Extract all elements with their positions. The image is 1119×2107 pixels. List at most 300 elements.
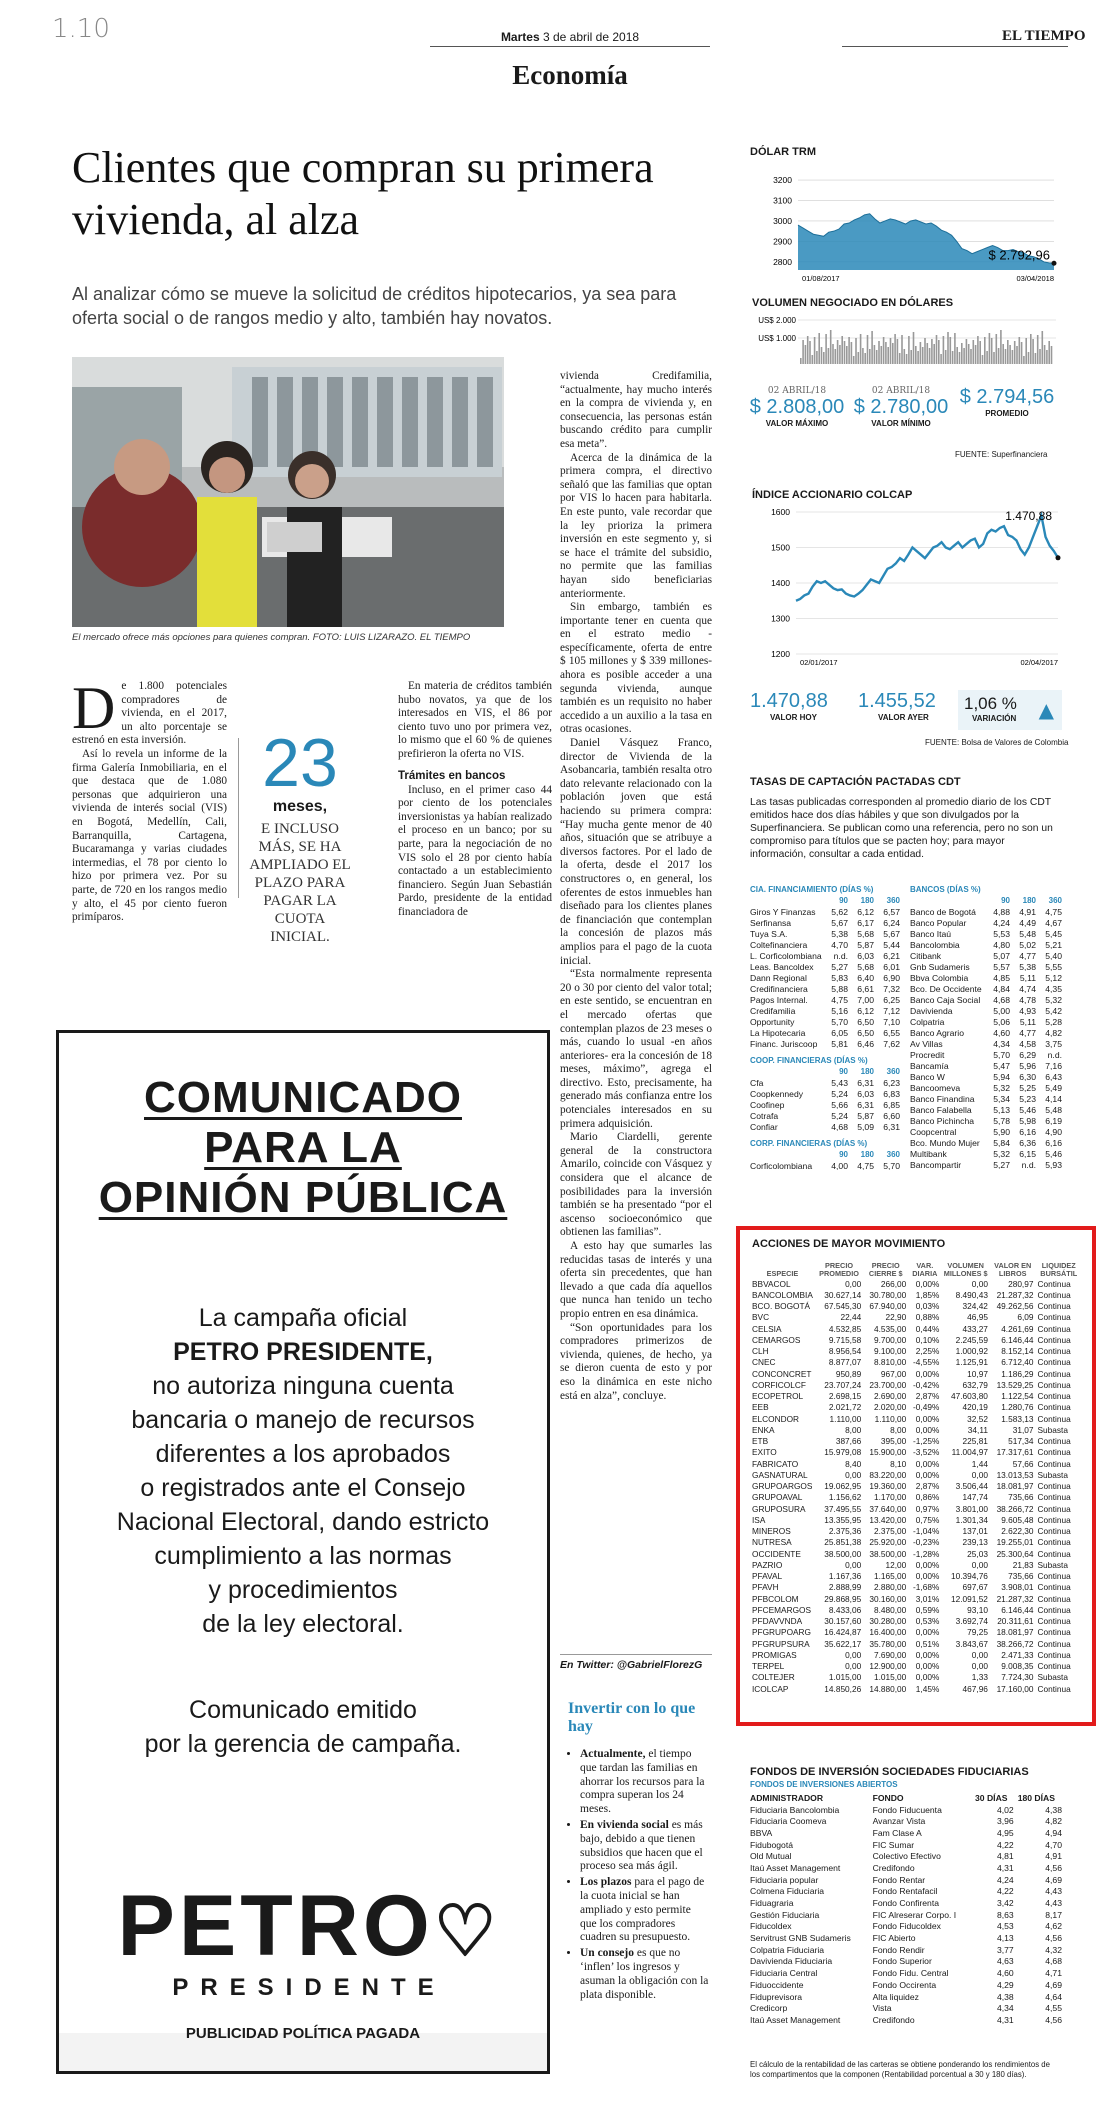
table-cell: 47.603,80 (951, 1391, 988, 1402)
volume-bar (835, 349, 837, 364)
table-cell: 5,38 (831, 928, 848, 939)
table-cell: 735,66 (1008, 1492, 1034, 1503)
table-cell: 467,96 (962, 1683, 988, 1694)
table-cell: Continua (1037, 1661, 1071, 1672)
table-row (908, 1104, 1064, 1115)
table-cell: Credifondo (872, 2014, 915, 2025)
table-cell: 79,25 (967, 1627, 988, 1638)
volume-bar (929, 348, 931, 364)
column-header: VAR. DIARIA (912, 1261, 938, 1278)
table-cell: 4,60 (996, 1968, 1014, 1979)
table-row (908, 1060, 1064, 1071)
table-cell (748, 895, 824, 906)
table-cell: Continua (1037, 1492, 1071, 1503)
table-cell: Continua (1037, 1323, 1071, 1334)
column-header: PRECIO CIERRE $ (868, 1261, 903, 1278)
table-cell: ISA (752, 1514, 766, 1525)
y-tick-label: 1600 (771, 507, 790, 517)
table-cell: Colpatria Fiduciaria (750, 1944, 825, 1955)
volume-bar (943, 336, 945, 364)
volume-bar (1007, 340, 1009, 364)
table-cell: 4,85 (993, 972, 1010, 983)
table-cell: 0,00 (971, 1661, 988, 1672)
table-cell: 137,01 (962, 1526, 988, 1537)
table-cell: BANCOLOMBIA (752, 1289, 813, 1300)
volume-bar (867, 335, 869, 364)
table-row (748, 917, 902, 928)
volume-bar (881, 346, 883, 364)
table-row (748, 1160, 902, 1171)
table-cell: 0,03% (915, 1301, 940, 1312)
table-row (908, 1137, 1064, 1148)
table-cell: 6,25 (883, 994, 900, 1005)
table-cell: 4,69 (1045, 1874, 1062, 1885)
table-cell: 15.900,00 (869, 1447, 907, 1458)
table-cell: 9.605,48 (1001, 1514, 1034, 1525)
table-cell: Alta liquidez (872, 1991, 919, 2002)
table-cell: 5,83 (831, 972, 848, 983)
table-cell: 1.015,00 (828, 1672, 862, 1683)
price-max: 02 ABRIL/18 $ 2.808,00 VALOR MÁXIMO (749, 386, 845, 428)
table-cell: Continua (1037, 1627, 1071, 1638)
table-cell: -1,28% (913, 1548, 940, 1559)
table-cell: 0,00% (915, 1424, 940, 1435)
table-cell: 6,09 (1017, 1312, 1034, 1323)
pull-quote: 23 meses, E INCLUSO MÁS, SE HA AMPLIADO EL PLAZO PARA PAGAR LA CUOTA INICIAL. (249, 725, 351, 945)
stocks-title: ACCIONES DE MAYOR MOVIMIENTO (752, 1238, 946, 1250)
table-row (750, 1559, 1082, 1570)
volume-bar (1023, 356, 1025, 364)
table-cell: 23.707,24 (824, 1379, 862, 1390)
table-row (748, 994, 902, 1005)
volume-bar (961, 343, 963, 364)
table-cell: Davivienda Fiduciaria (750, 1956, 833, 1967)
table-row (750, 1481, 1082, 1492)
table-cell: 2.375,00 (873, 1526, 907, 1537)
table-cell: 6,61 (857, 983, 874, 994)
table-cell: ETB (752, 1436, 769, 1447)
table-cell: GRUPOARGOS (752, 1481, 813, 1492)
table-cell: 38.500,00 (824, 1548, 862, 1559)
table-cell: 4,93 (1019, 1005, 1036, 1016)
table-cell: 0,00% (915, 1278, 940, 1289)
table-cell: 25.851,38 (824, 1537, 862, 1548)
column-header: PRECIO PROMEDIO (819, 1261, 859, 1278)
table-cell: 0,00 (971, 1469, 988, 1480)
table-cell: 324,42 (962, 1301, 988, 1312)
table-cell: Serfinansa (750, 917, 792, 928)
table-cell: 6,12 (857, 1005, 874, 1016)
table-cell: Fondo Fiducoldex (872, 1921, 941, 1932)
table-row (748, 1038, 902, 1049)
table-cell: 5,23 (1019, 1093, 1036, 1104)
table-cell: 5,78 (993, 1115, 1010, 1126)
table-cell: Bancolombia (910, 939, 960, 950)
table-cell: 8.877,07 (828, 1357, 862, 1368)
table-cell (908, 895, 986, 906)
ad-footer-text: Comunicado emitido por la gerencia de campaña. (144, 1696, 462, 1758)
table-cell: 4,56 (1045, 1862, 1062, 1873)
table-cell: 2.020,00 (873, 1402, 907, 1413)
volume-bar (931, 339, 933, 364)
table-cell: 90 (839, 1067, 848, 1076)
table-cell: 5,42 (1045, 1005, 1062, 1016)
price-min: 02 ABRIL/18 $ 2.780,00 VALOR MÍNIMO (853, 386, 949, 428)
table-row (908, 1071, 1064, 1082)
table-cell: 7.690,00 (873, 1649, 907, 1660)
table-row (748, 939, 902, 950)
table-cell: 0,51% (915, 1638, 940, 1649)
table-cell: 5,70 (993, 1049, 1010, 1060)
table-row (748, 906, 902, 917)
table-cell: 5,25 (1019, 1082, 1036, 1093)
volume-bar (1025, 338, 1027, 364)
table-cell: 6,31 (857, 1099, 874, 1110)
table-cell: 632,79 (962, 1379, 988, 1390)
table-cell: Bco. Mundo Mujer (910, 1137, 980, 1148)
table-cell: 6,19 (1045, 1115, 1062, 1126)
volume-bar (1005, 349, 1007, 364)
table-cell: 6,83 (883, 1088, 900, 1099)
volume-bar (841, 336, 843, 364)
table-cell: 360 (1048, 896, 1062, 905)
table-cell: Continua (1037, 1289, 1071, 1300)
table-cell: 517,34 (1008, 1436, 1034, 1447)
table-cell: 6,05 (831, 1027, 848, 1038)
sidebar-list (568, 1748, 710, 2004)
table-cell: 2.888,99 (828, 1582, 862, 1593)
table-cell: 4,24 (993, 917, 1010, 928)
heart-icon: ♡ (433, 1892, 501, 1970)
author-twitter: En Twitter: @GabrielFlorezG (560, 1654, 712, 1671)
table-cell: FIC Abierto (872, 1933, 916, 1944)
volume-bar (1000, 330, 1002, 364)
table-cell: Continua (1037, 1278, 1071, 1289)
table-cell: 4,71 (1045, 1968, 1062, 1979)
table-cell: CEMARGOS (752, 1334, 801, 1345)
table-row (908, 928, 1064, 939)
table-cell: Procredit (910, 1049, 945, 1060)
volume-bar (1037, 335, 1039, 364)
table-cell: 22,90 (885, 1312, 907, 1323)
table-cell: 4,82 (1045, 1816, 1062, 1827)
table-cell: 5,24 (831, 1110, 848, 1121)
table-cell: 4,67 (1045, 917, 1062, 928)
table-cell: Fam Clase A (872, 1827, 922, 1838)
table-row (908, 1027, 1064, 1038)
table-cell: 10.394,76 (951, 1571, 988, 1582)
volume-bar (917, 351, 919, 364)
table-row (748, 1077, 902, 1088)
table-cell: 395,00 (880, 1436, 907, 1447)
table-cell: 14.850,26 (824, 1683, 862, 1694)
table-row (750, 1289, 1082, 1300)
table-cell: Fiduciaria Central (750, 1968, 818, 1979)
table-cell: 6.146,44 (1001, 1604, 1034, 1615)
table-cell: 3.843,67 (955, 1638, 988, 1649)
volume-bar (968, 344, 970, 364)
volume-bar (1016, 346, 1018, 364)
table-cell: 5,00 (993, 1005, 1010, 1016)
table-cell: 5,53 (993, 928, 1010, 939)
volume-bar (812, 355, 814, 364)
article-column-3: vivienda Credifamilia, “actualmente, hay mucho interés en la compra de vivienda y, en consecuencia, las personas están buscando crédito para cumplir esa meta”. Acerca de la dinámica de la primera compra, el directivo señaló que las familias que optan por VIS lo hacen para habitarla. En este punto, vale recordar que la ley prioriza la primera inversión en este segmento y, si se hace el trámite del subsidio, no permite que las familias hayan sido beneficiarias anteriormente. Sin embargo, también es importante tener en cuenta que en el estrato medio -específicamente, oferta de entre $ 105 millones y $ 339 millones- ahora es posible acceder a una segunda vivienda, aunque también es un requisito no haber accedido a un auxilio a la tasa en otras ocasiones. Daniel Vásquez Franco, director de Vivienda de la Asobancaria, también resalta otro dato relevante relacionado con la población joven que está haciendo su primera compra: “Hay mucha gente menor de 40 años, situación que se atribuye a diversos factores. Por el lado de la oferta, desde el 2017 los constructores o, en general, los oferentes de estos inmuebles han diseñado para los clientes planes de financiación que contemplan la concesión de plazos más amplios para el pago de la cuota inicial. “Esta normalmente representa 20 o 30 por ciento del valor total; en este sentido, se encuentran en el mercado ofertas que contemplan plazos de 23 meses o más, cuando lo usual -en años anteriores- era la concesión de 18 meses, máximo”, agrega el directivo. Esto, precisamente, ha generado más confianza entre los potenciales interesados en su primera adquisición. Mario Ciardelli, gerente general de la constructora Amarilo, coincide con Vásquez y considera que el alcance de posibilidades para la inversión también se ha presentado “por el ascenso socioeconómico que obtienen las familias”. A esto hay que sumarles las reducidas tasas de interés y una oferta sin precedentes, que han llevado a que cada día aquellos que nunca han tenido un techo propio entren en esa dinámica. “Son oportunidades para los compradores primerizos de vivienda, quienes, de hecho, ya se dieron cuenta de esto y por eso la dinámica en este nicho está en alza”, concluye. (560, 370, 712, 1402)
table-cell: 0,00% (915, 1458, 940, 1469)
volume-bar (839, 345, 841, 364)
table-cell: 6,60 (883, 1110, 900, 1121)
price-avg: $ 2.794,56 PROMEDIO (959, 386, 1055, 418)
table-cell: OCCIDENTE (752, 1548, 801, 1559)
table-cell: Davivienda (910, 1005, 953, 1016)
table-cell: 7,10 (883, 1016, 900, 1027)
volume-bar (807, 336, 809, 364)
table-cell: Fiduoccidente (750, 1979, 804, 1990)
table-cell: 30.280,00 (869, 1616, 907, 1627)
table-cell: Continua (1037, 1503, 1071, 1514)
table-cell: 3,75 (1045, 1038, 1062, 1049)
table-cell: 30.780,00 (869, 1289, 907, 1300)
table-cell: 17.317,61 (996, 1447, 1034, 1458)
cdt-description: Las tasas publicadas corresponden al promedio diario de los CDT emitidos hace dos días hábiles y que son divulgados por la Superfinanciera. Se publican como una referencia, pero no son un compromiso para títulos que se pacten hoy; para mayor información, consultar a cada entidad. (750, 797, 1053, 860)
column-header: VOLUMEN MILLONES $ (943, 1261, 988, 1278)
table-cell: 5,32 (1045, 994, 1062, 1005)
table-row (908, 895, 1064, 906)
table-cell: 8,10 (890, 1458, 907, 1469)
volume-bar (1051, 346, 1053, 364)
table-cell: 5,46 (1045, 1148, 1062, 1159)
table-cell: 1.122,54 (1001, 1391, 1034, 1402)
table-cell: 5,87 (857, 1110, 874, 1121)
table-cell: 1,45% (915, 1683, 940, 1694)
table-cell: 4,75 (831, 994, 848, 1005)
table-row (748, 1944, 1064, 1956)
table-row (750, 1278, 1082, 1289)
table-cell: 4,58 (1019, 1038, 1036, 1049)
table-cell: Continua (1037, 1593, 1071, 1604)
table-cell: 34,11 (967, 1424, 988, 1435)
table-cell: Coopkennedy (750, 1088, 804, 1099)
table-cell: 4,70 (1045, 1839, 1062, 1850)
table-cell: PFGRUPOARG (752, 1627, 812, 1638)
table-row (750, 1672, 1082, 1683)
table-cell: 1.110,00 (874, 1413, 907, 1424)
volume-bar (973, 340, 975, 364)
volume-bar (1035, 353, 1037, 364)
volume-bar (1048, 341, 1050, 364)
table-cell: 4,68 (1045, 1956, 1062, 1967)
volume-bar (959, 352, 961, 364)
table-cell: 2,87% (915, 1481, 940, 1492)
table-cell: BVC (752, 1312, 770, 1323)
colcap-title: ÍNDICE ACCIONARIO COLCAP (752, 489, 913, 501)
volume-bar (940, 354, 942, 364)
table-row (908, 950, 1064, 961)
table-row (750, 1526, 1082, 1537)
trm-title: DÓLAR TRM (750, 146, 816, 158)
table-cell: 49.262,56 (996, 1301, 1034, 1312)
table-cell: 21.287,32 (996, 1593, 1034, 1604)
table-cell: Fiduciaria popular (750, 1874, 819, 1885)
table-cell: 5,88 (831, 983, 848, 994)
table-cell: Subasta (1037, 1424, 1068, 1435)
table-cell: 2.471,33 (1001, 1649, 1034, 1660)
table-row (750, 1391, 1082, 1402)
table-cell: 3.506,44 (955, 1481, 988, 1492)
table-cell: PFAVH (752, 1582, 779, 1593)
table-cell: n.d. (1047, 1049, 1062, 1060)
table-cell: 13.529,25 (996, 1379, 1034, 1390)
table-cell: n.d. (1021, 1159, 1036, 1170)
table-cell: 6,29 (1019, 1049, 1036, 1060)
table-row (748, 1066, 902, 1077)
volume-bar (936, 335, 938, 364)
table-cell: 30.157,60 (824, 1616, 862, 1627)
table-cell: 6,31 (857, 1077, 874, 1088)
table-cell: Banco Popular (910, 917, 967, 928)
table-row (908, 1005, 1064, 1016)
table-cell: 5,94 (993, 1071, 1010, 1082)
table-cell: 0,00% (915, 1661, 940, 1672)
table-cell: 4,75 (857, 1160, 874, 1171)
table-cell: PFAVAL (752, 1571, 783, 1582)
table-cell: Continua (1037, 1402, 1071, 1413)
table-cell: 5,93 (1045, 1159, 1062, 1170)
table-cell: 9.715,58 (828, 1334, 862, 1345)
list-item: • Actualmente, el tiempo que tardan las familias en ahorrar los recursos para la compra superan los 24 meses. (580, 1748, 710, 1817)
table-cell: 4,77 (1019, 950, 1036, 961)
volume-bar (991, 338, 993, 364)
cdt-table-right (908, 884, 1064, 1170)
table-cell: 697,67 (962, 1582, 988, 1593)
table-cell: ICOLCAP (752, 1683, 789, 1694)
table-cell: Confiar (750, 1121, 778, 1132)
table-cell: 7,62 (883, 1038, 900, 1049)
table-cell: 5,55 (1045, 961, 1062, 972)
table-cell: 0,00 (845, 1278, 862, 1289)
table-row (748, 1956, 1064, 1968)
table-row (748, 1850, 1064, 1862)
table-cell: 3.908,01 (1001, 1582, 1034, 1593)
table-cell: -0,23% (913, 1537, 940, 1548)
table-cell: 9.008,35 (1001, 1661, 1034, 1672)
table-cell: Subasta (1037, 1672, 1068, 1683)
table-cell: CLH (752, 1346, 769, 1357)
table-cell: 0,10% (915, 1334, 940, 1345)
table-cell: Continua (1037, 1334, 1071, 1345)
volume-bar (1012, 350, 1014, 364)
ad-disclaimer: PUBLICIDAD POLÍTICA PAGADA (185, 2025, 421, 2042)
y-tick-label: 2800 (773, 256, 792, 267)
x-tick-label: 02/04/2017 (1020, 658, 1058, 667)
table-row (908, 1082, 1064, 1093)
table-cell: Av Villas (910, 1038, 943, 1049)
table-cell: 4,75 (1045, 906, 1062, 917)
table-cell: 37.640,00 (869, 1503, 907, 1514)
last-point (1056, 555, 1061, 560)
column-header: VALOR EN LIBROS (994, 1261, 1032, 1278)
table-cell: Fiducoldex (750, 1921, 792, 1932)
volume-bar (963, 348, 965, 364)
table-cell: 6,50 (857, 1016, 874, 1027)
volume-bar (938, 340, 940, 364)
table-cell: 4,31 (996, 1862, 1014, 1873)
table-cell: 57,66 (1012, 1458, 1034, 1469)
table-cell: 5,57 (993, 961, 1010, 972)
list-item: • En vivienda social es más bajo, debido a que tienen subsidios que hacen que el proceso sea más ágil. (580, 1819, 710, 1874)
table-cell: 4,31 (996, 2014, 1014, 2025)
table-cell: 5,28 (1045, 1016, 1062, 1027)
volume-bar (920, 342, 922, 364)
list-item: • Los plazos para el pago de la cuota inicial se han ampliado y esto permite que los compradores cuadren su presupuesto. (580, 1876, 710, 1945)
table-cell: 5,27 (831, 961, 848, 972)
table-cell: 6,31 (883, 1121, 900, 1132)
volume-bar (1032, 339, 1034, 364)
volume-bar (876, 350, 878, 364)
volume-bar (986, 351, 988, 364)
table-cell: CNEC (752, 1357, 776, 1368)
table-row (748, 1897, 1064, 1909)
table-cell: 0,00 (845, 1649, 862, 1660)
table-cell: Continua (1037, 1301, 1071, 1312)
volume-bar (864, 353, 866, 364)
table-cell: 4,55 (1045, 2003, 1062, 2014)
volume-bar (848, 337, 850, 364)
table-cell: 4,81 (996, 1851, 1014, 1862)
table-cell: COLTEJER (752, 1672, 795, 1683)
table-cell: Dann Regional (750, 972, 807, 983)
table-row (750, 1357, 1082, 1368)
table-row (748, 1016, 902, 1027)
table-row (908, 961, 1064, 972)
table-cell: 239,13 (962, 1537, 988, 1548)
y-tick-label: US$ 1.000 (758, 334, 796, 343)
table-cell: EEB (752, 1402, 769, 1413)
table-cell: 735,66 (1008, 1571, 1034, 1582)
table-cell: 0,97% (915, 1503, 940, 1514)
table-cell: 5,45 (1045, 928, 1062, 939)
table-row (750, 1638, 1082, 1649)
table-cell: Continua (1037, 1379, 1071, 1390)
table-row (748, 2002, 1064, 2014)
table-cell: -1,04% (913, 1526, 940, 1537)
table-cell: Gnb Sudameris (910, 961, 970, 972)
table-group-header: BANCOS (DÍAS %) (910, 885, 981, 894)
volume-bar (913, 332, 915, 364)
table-cell: 9.100,00 (873, 1346, 907, 1357)
volume-bar (984, 337, 986, 364)
table-cell: 19.062,95 (824, 1481, 862, 1492)
table-cell: 2,25% (915, 1346, 940, 1357)
table-row (748, 884, 902, 895)
table-row (908, 1159, 1064, 1170)
table-cell: 6,43 (1045, 1071, 1062, 1082)
table-cell: 360 (886, 1067, 900, 1076)
funds-table (748, 1792, 1064, 2026)
y-tick-label: US$ 2.000 (758, 316, 796, 325)
table-row (748, 1055, 902, 1066)
brand-logo: EL TIEMPO (1002, 28, 1086, 44)
table-cell: 5,68 (857, 961, 874, 972)
volume-bar (950, 337, 952, 364)
volume-bar (1002, 344, 1004, 364)
volume-bar (989, 333, 991, 364)
volume-bar (855, 338, 857, 364)
table-cell: Bancamía (910, 1060, 949, 1071)
table-cell: 6,30 (1019, 1071, 1036, 1082)
volume-bar (846, 346, 848, 364)
volume-bar (1028, 352, 1030, 364)
table-header-row (748, 1792, 1064, 1804)
